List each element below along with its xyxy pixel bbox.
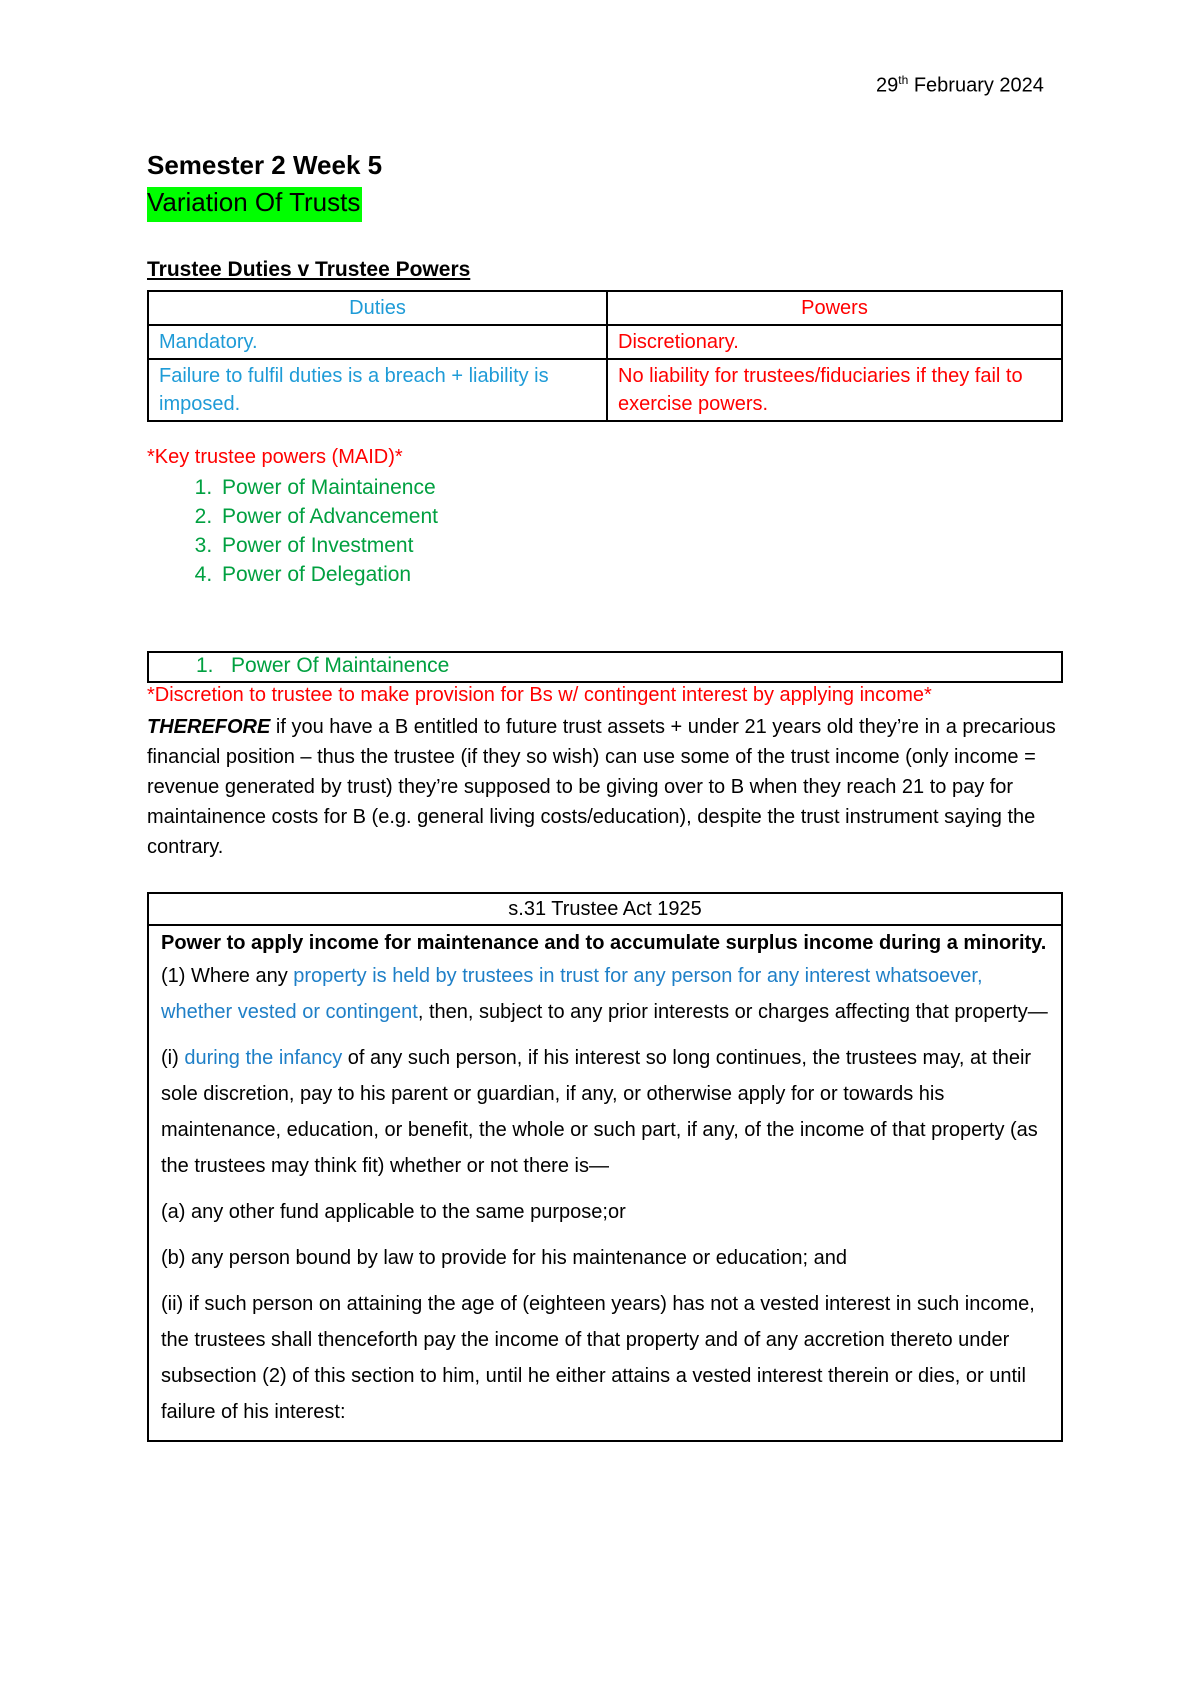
maintenance-discretion-note: *Discretion to trustee to make provision for Bs w/ contingent interest by applying income* xyxy=(147,684,932,706)
list-item: 3. Power of Investment xyxy=(218,531,438,560)
table-cell: Discretionary. xyxy=(607,325,1062,359)
duties-powers-table xyxy=(147,290,1063,422)
s31-body xyxy=(149,926,1061,1440)
s31-clause-ii: (ii) if such person on attaining the age of (eighteen years) has not a vested interest in such income, the trustees shall thenceforth pay the income of that property and of any accretion thereto under subsection (2) of this section to him, until he either attains a vested interest therein or dies, or until failure of his interest: xyxy=(161,1293,1035,1423)
comparison-heading: Trustee Duties v Trustee Powers xyxy=(147,258,471,281)
document-subtitle: Variation Of Trusts xyxy=(147,187,362,222)
maintenance-section-box xyxy=(147,651,1063,683)
document-title: Semester 2 Week 5 xyxy=(147,150,383,180)
list-item: 4. Power of Delegation xyxy=(218,560,438,589)
s31-clause-b: (b) any person bound by law to provide for his maintenance or education; and xyxy=(161,1247,847,1269)
s31-clause-a: (a) any other fund applicable to the same purpose;or xyxy=(161,1201,626,1223)
list-item: 2. Power of Advancement xyxy=(218,502,438,531)
key-powers-list xyxy=(180,473,438,589)
key-powers-title: *Key trustee powers (MAID)* xyxy=(147,446,403,468)
s31-statute-box xyxy=(147,892,1063,1442)
table-header-row xyxy=(148,291,1062,325)
table-cell: Mandatory. xyxy=(148,325,607,359)
list-item: 1. Power of Maintainence xyxy=(218,473,438,502)
s31-clause-i: (i) during the infancy of any such person, if his interest so long continues, the trustees may, at their sole discretion, pay to his parent or guardian, if any, or otherwise apply for or towards his maintenance, education, or benefit, the whole or such part, if any, of the income of that property (as the trustees may think fit) whether or not there is— xyxy=(161,1047,1038,1177)
maintenance-section-heading: 1. Power Of Maintainence xyxy=(196,654,450,677)
maintenance-paragraph: if you have a B entitled to future trust assets + under 21 years old they’re in a precarious financial position – thus the trustee (if they so wish) can use some of the trust income (only income = revenue generated by trust) they’re supposed to be giving over to B when they reach 21 to pay for maintainence costs for B (e.g. general living costs/education), despite the trust instrument saying the contrary. xyxy=(147,716,1056,858)
maintenance-explanation xyxy=(147,712,1067,862)
table-cell: No liability for trustees/fiduciaries if they fail to exercise powers. xyxy=(607,359,1062,421)
therefore-emphasis: THEREFORE xyxy=(147,716,271,738)
table-cell: Failure to fulfil duties is a breach + liability is imposed. xyxy=(148,359,607,421)
s31-subtitle: Power to apply income for maintenance and to accumulate surplus income during a minority. xyxy=(161,932,1047,954)
duties-header: Duties xyxy=(148,291,607,325)
table-row xyxy=(148,359,1062,421)
table-row xyxy=(148,325,1062,359)
s31-title: s.31 Trustee Act 1925 xyxy=(149,894,1061,926)
document-date: 29th February 2024 xyxy=(876,73,1044,97)
s31-subsection-1: (1) Where any property is held by trustees in trust for any person for any interest whatsoever, whether vested or contingent, then, subject to any prior interests or charges affecting that property— xyxy=(161,965,1048,1023)
powers-header: Powers xyxy=(607,291,1062,325)
